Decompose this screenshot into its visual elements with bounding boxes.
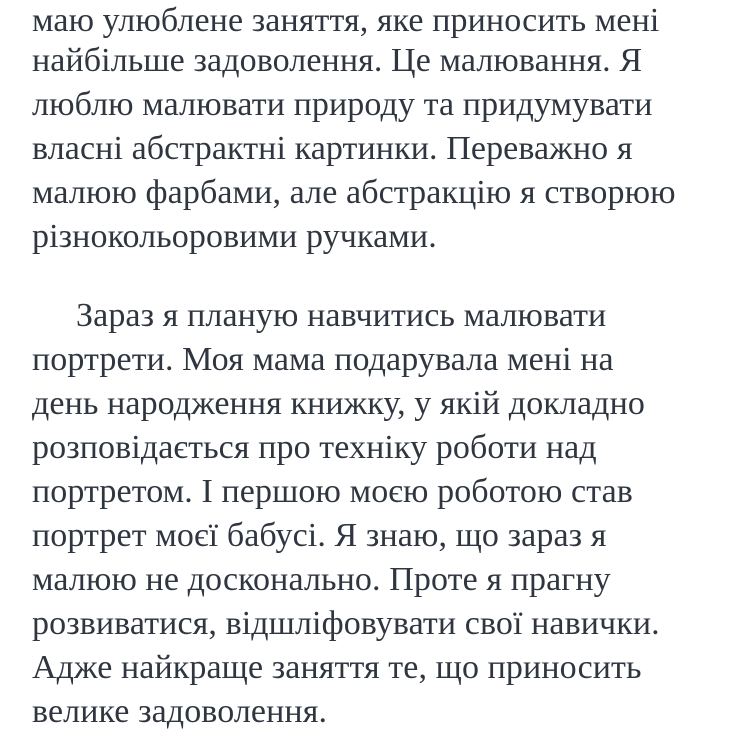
paragraph-1-line-2: найбільше задоволення. Це малювання. Я [32,42,643,79]
paragraph-2-line-10: велике задоволення. [32,693,328,730]
paragraph-1-line-1: маю улюблене заняття, яке приносить мені [32,2,660,39]
paragraph-2-line-3: день народження книжку, у якій докладно [32,385,645,422]
paragraph-2-line-2: портрети. Моя мама подарувала мені на [32,341,614,378]
paragraph-2-line-5: портретом. І першою моєю роботою став [32,473,633,510]
paragraph-2-line-8: розвиватися, відшліфовувати свої навички. [32,605,660,642]
paragraph-1-line-3: люблю малювати природу та придумувати [32,86,653,123]
paragraph-2-line-9: Адже найкраще заняття те, що приносить [32,649,642,686]
paragraph-2-line-6: портрет моєї бабусі. Я знаю, що зараз я [32,517,607,554]
paragraph-2-line-4: розповідається про техніку роботи над [32,429,597,466]
paragraph-1-line-4: власні абстрактні картинки. Переважно я [32,130,633,167]
paragraph-1-line-5: малюю фарбами, але абстракцію я створюю [32,174,676,211]
paragraph-2-line-7: малюю не досконально. Проте я прагну [32,561,611,598]
paragraph-1-line-6: різнокольоровими ручками. [32,218,437,255]
paragraph-2-line-1: Зараз я планую навчитись малювати [76,297,607,334]
